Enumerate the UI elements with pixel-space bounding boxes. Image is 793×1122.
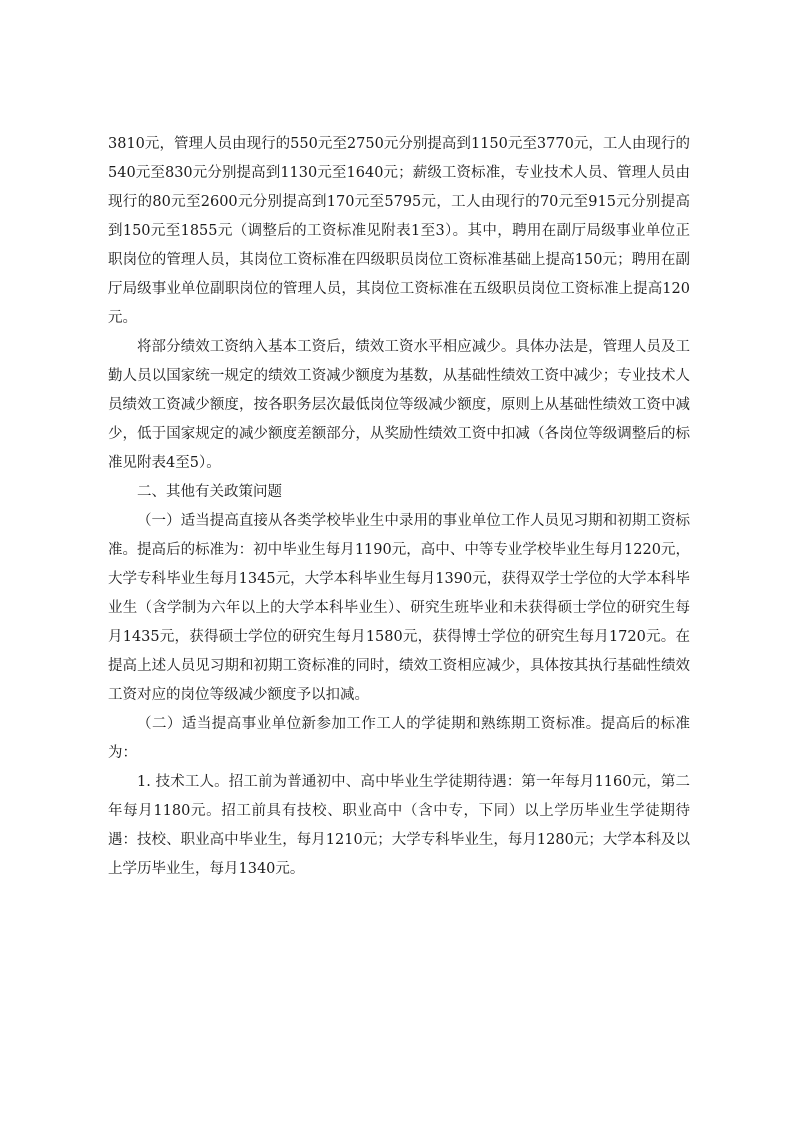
paragraph-salary-standards: 3810元，管理人员由现行的550元至2750元分别提高到1150元至3770元，工人由现行的540元至830元分别提高到1130元至1640元；薪级工资标准，专业技术人员、管理人员由现行的80元至2600元分别提高到170元至5795元，工人由现行的70元至915元分别提高到150元至1855元（调整后的工资标准见附表1至3）。其中，聘用在副厅局级事业单位正职岗位的管理人员，其岗位工资标准在四级职员岗位工资标准基础上提高150元；聘用在副厅局级事业单位副职岗位的管理人员，其岗位工资标准在五级职员岗位工资标准上提高120元。 — [108, 136, 690, 326]
paragraph-apprentice-pay-intro: （二）适当提高事业单位新参加工作工人的学徒期和熟练期工资标准。提高后的标准为： — [108, 716, 690, 761]
section-heading-other-policies: 二、其他有关政策问题 — [137, 484, 282, 500]
paragraph-performance-pay: 将部分绩效工资纳入基本工资后，绩效工资水平相应减少。具体办法是，管理人员及工勤人员以国家统一规定的绩效工资减少额度为基数，从基础性绩效工资中减少；专业技术人员绩效工资减少额度，按各职务层次最低岗位等级减少额度，原则上从基础性绩效工资中减少，低于国家规定的减少额度差额部分，从奖励性绩效工资中扣减（各岗位等级调整后的标准见附表4至5）。 — [108, 339, 690, 471]
document-body — [108, 130, 690, 884]
paragraph-graduate-probation-pay: （一）适当提高直接从各类学校毕业生中录用的事业单位工作人员见习期和初期工资标准。提高后的标准为：初中毕业生每月1190元，高中、中等专业学校毕业生每月1220元，大学专科毕业生每月1345元，大学本科毕业生每月1390元，获得双学士学位的大学本科毕业生（含学制为六年以上的大学本科毕业生）、研究生班毕业和未获得硕士学位的研究生每月1435元，获得硕士学位的研究生每月1580元，获得博士学位的研究生每月1720元。在提高上述人员见习期和初期工资标准的同时，绩效工资相应减少，具体按其执行基础性绩效工资对应的岗位等级减少额度予以扣减。 — [108, 513, 690, 703]
paragraph-technical-workers: 1. 技术工人。招工前为普通初中、高中毕业生学徒期待遇：第一年每月1160元，第二年每月1180元。招工前具有技校、职业高中（含中专，下同）以上学历毕业生学徒期待遇：技校、职业高中毕业生，每月1210元；大学专科毕业生，每月1280元；大学本科及以上学历毕业生，每月1340元。 — [108, 774, 690, 877]
